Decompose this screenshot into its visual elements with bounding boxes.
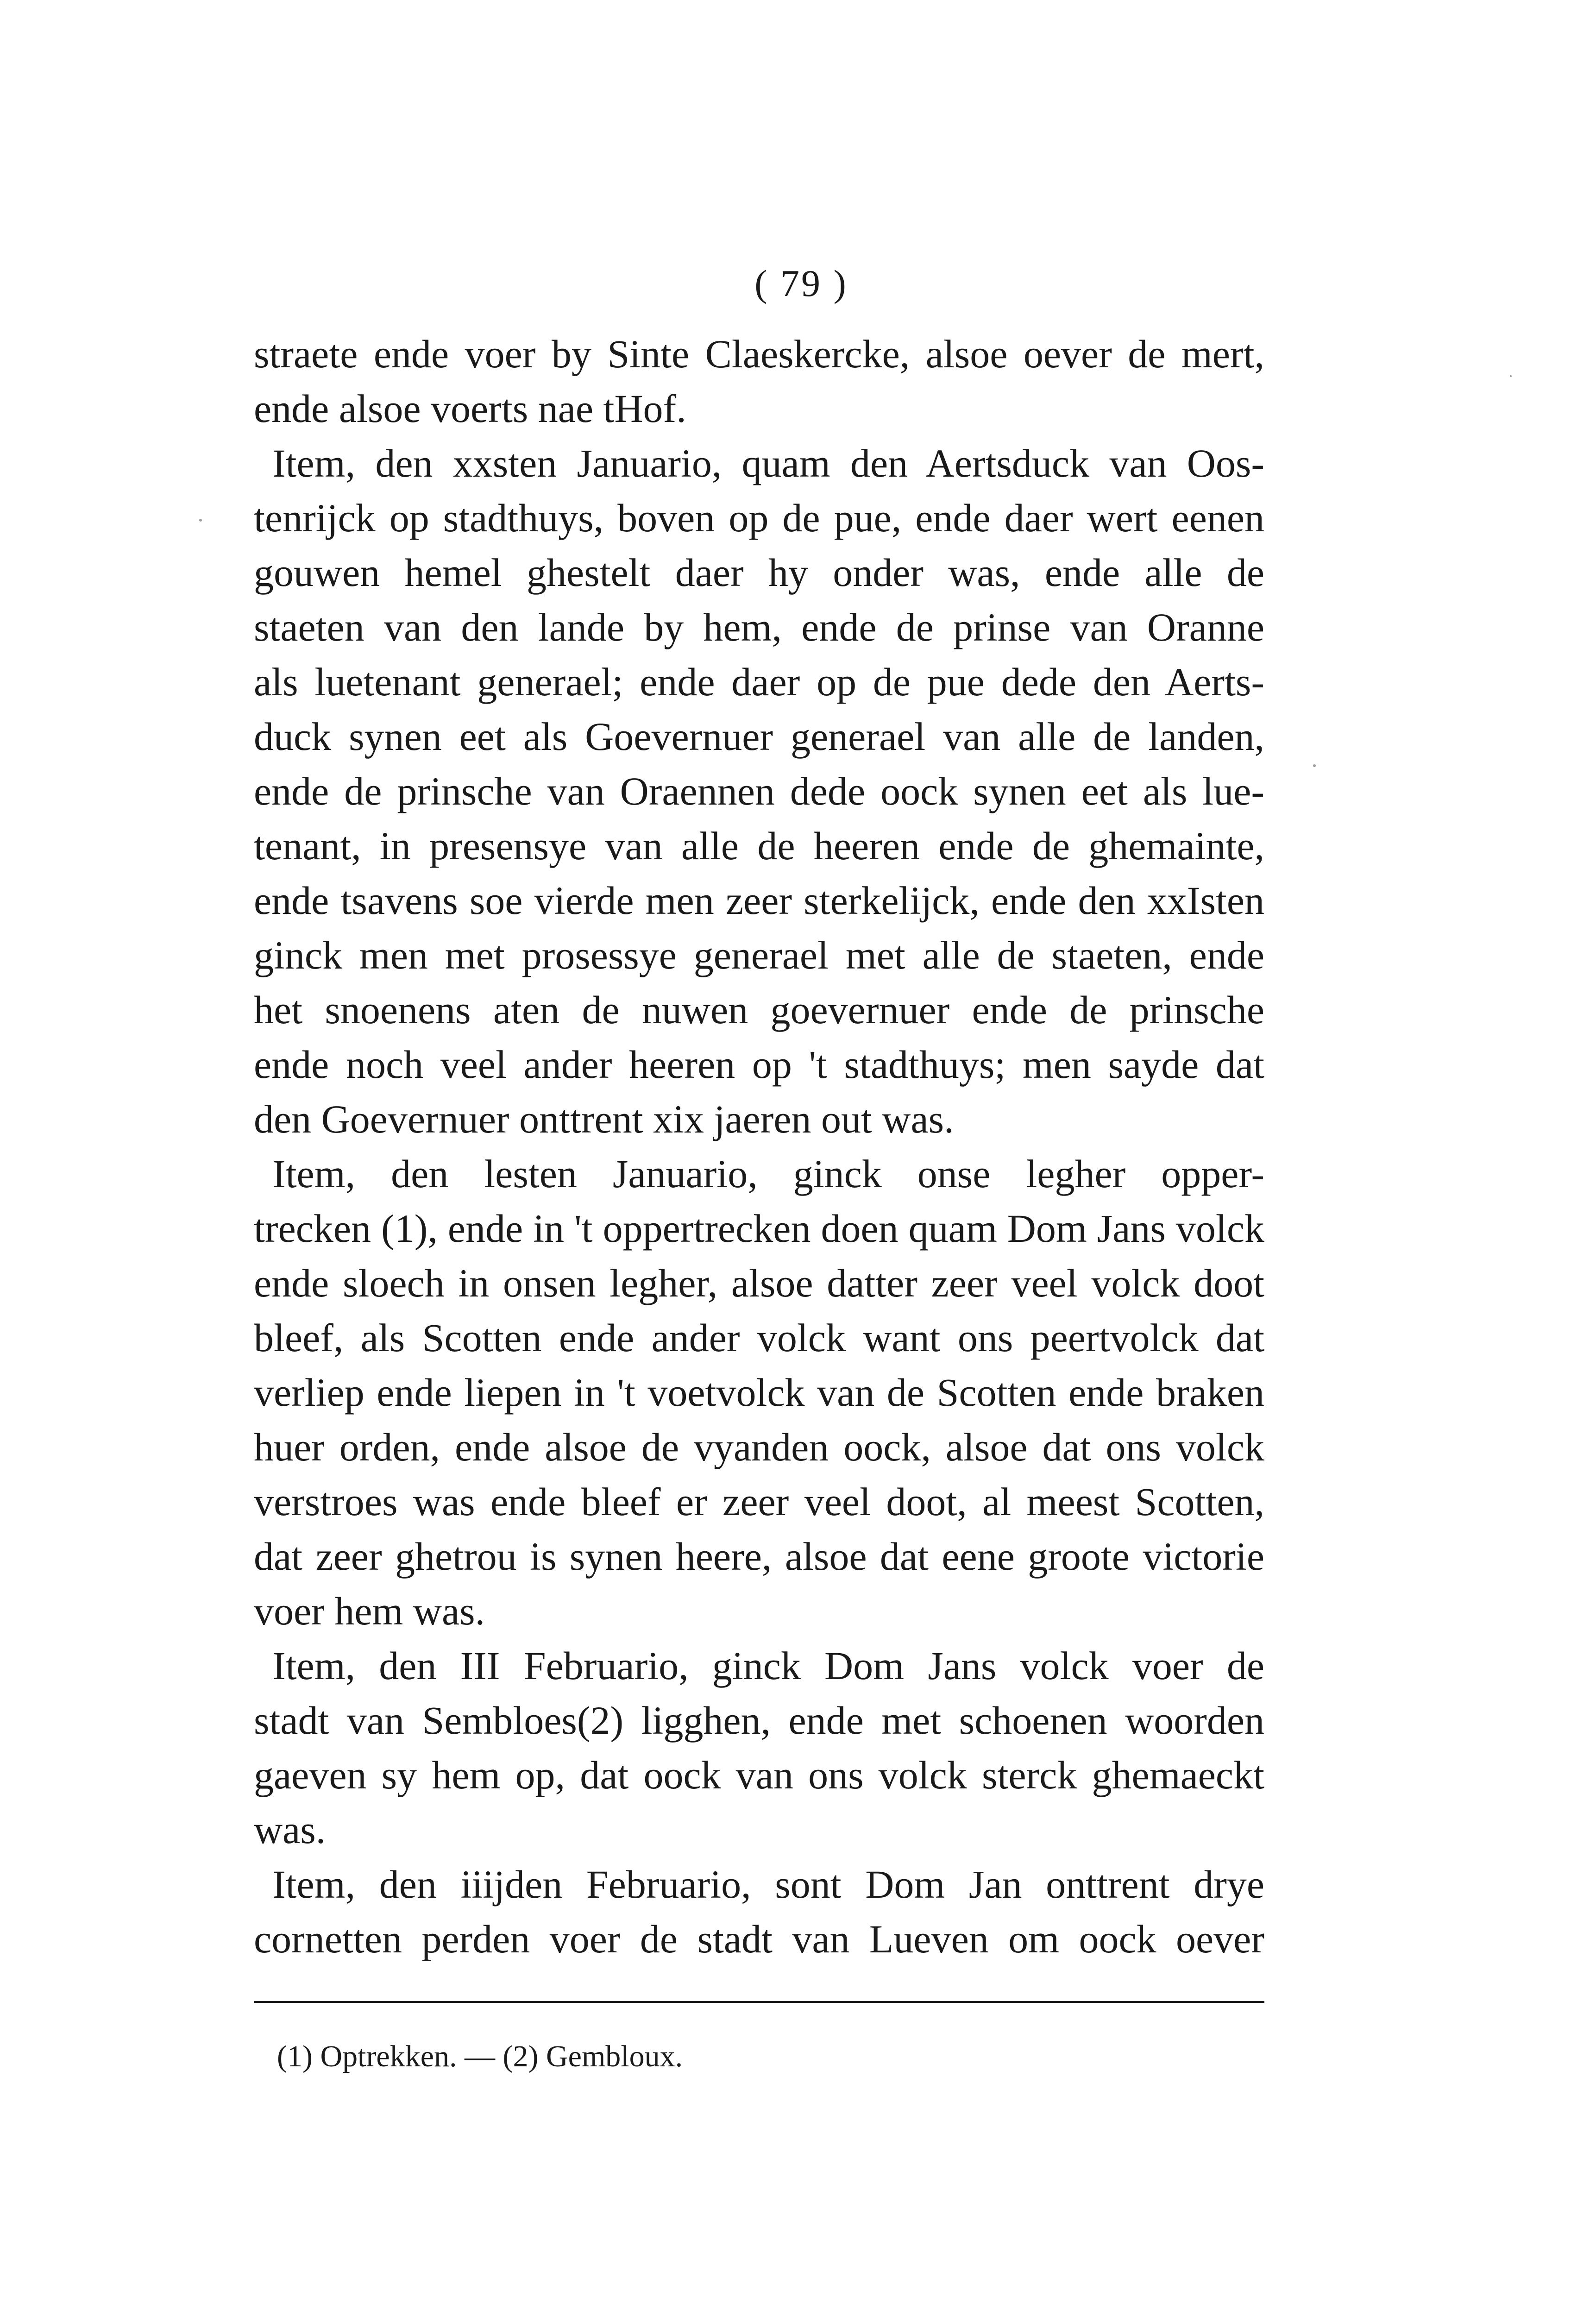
- text-line: duck synen eet als Goevernuer generael van alle de landen,: [254, 714, 1264, 759]
- text-line: cornetten perden voer de stadt van Lueven om oock oever: [254, 1917, 1264, 1961]
- text-line: bleef, als Scotten ende ander volck want ons peertvolck dat: [254, 1315, 1264, 1360]
- text-line: ende alsoe voerts nae tHof.: [254, 386, 686, 431]
- text-line: ende de prinsche van Oraennen dede oock synen eet als lue-: [254, 769, 1264, 813]
- text-line: ende sloech in onsen legher, alsoe datter zeer veel volck doot: [254, 1261, 1264, 1305]
- text-line: stadt van Sembloes(2) ligghen, ende met schoenen woorden: [254, 1698, 1264, 1743]
- text-line: als luetenant generael; ende daer op de pue dede den Aerts-: [254, 660, 1264, 704]
- text-line: gouwen hemel ghestelt daer hy onder was, ende alle de: [254, 550, 1264, 595]
- text-line: ginck men met prosessye generael met alle de staeten, ende: [254, 933, 1264, 977]
- text-line: was.: [254, 1807, 326, 1852]
- text-line: den Goevernuer onttrent xix jaeren out was.: [254, 1097, 954, 1141]
- text-line: verliep ende liepen in 't voetvolck van de Scotten ende braken: [254, 1370, 1264, 1415]
- page-number: ( 79 ): [754, 262, 848, 304]
- text-line: voer hem was.: [254, 1589, 485, 1633]
- paper-speck: [1313, 764, 1316, 767]
- text-line: straete ende voer by Sinte Claeskercke, alsoe oever de mert,: [254, 332, 1264, 376]
- text-line: tenant, in presensye van alle de heeren ende de ghemainte,: [254, 824, 1264, 868]
- text-line: staeten van den lande by hem, ende de prinse van Oranne: [254, 605, 1264, 649]
- footnotes: (1) Optrekken. — (2) Gembloux.: [277, 2039, 683, 2073]
- text-line: ende tsavens soe vierde men zeer sterkelijck, ende den xxIsten: [254, 878, 1264, 923]
- text-line: ende noch veel ander heeren op 't stadthuys; men sayde dat: [254, 1042, 1264, 1087]
- text-line: Item, den lesten Januario, ginck onse legher opper-: [272, 1152, 1264, 1196]
- text-line: het snoenens aten de nuwen goevernuer ende de prinsche: [254, 988, 1264, 1032]
- text-line: Item, den iiijden Februario, sont Dom Jan onttrent drye: [272, 1862, 1264, 1907]
- text-line: trecken (1), ende in 't oppertrecken doen quam Dom Jans volck: [254, 1206, 1264, 1251]
- text-line: tenrijck op stadthuys, boven op de pue, ende daer wert eenen: [254, 496, 1264, 540]
- text-line: Item, den xxsten Januario, quam den Aertsduck van Oos-: [272, 441, 1264, 485]
- text-line: dat zeer ghetrou is synen heere, alsoe dat eene groote victorie: [254, 1534, 1264, 1579]
- paper-speck: [1510, 375, 1512, 377]
- text-line: verstroes was ende bleef er zeer veel doot, al meest Scotten,: [254, 1479, 1264, 1524]
- text-line: huer orden, ende alsoe de vyanden oock, alsoe dat ons volck: [254, 1425, 1264, 1469]
- text-line: Item, den III Februario, ginck Dom Jans volck voer de: [272, 1643, 1264, 1688]
- footnote-divider: [254, 2001, 1264, 2003]
- paper-speck: [199, 519, 202, 522]
- body-text: [254, 327, 1264, 1966]
- text-line: gaeven sy hem op, dat oock van ons volck sterck ghemaeckt: [254, 1753, 1264, 1797]
